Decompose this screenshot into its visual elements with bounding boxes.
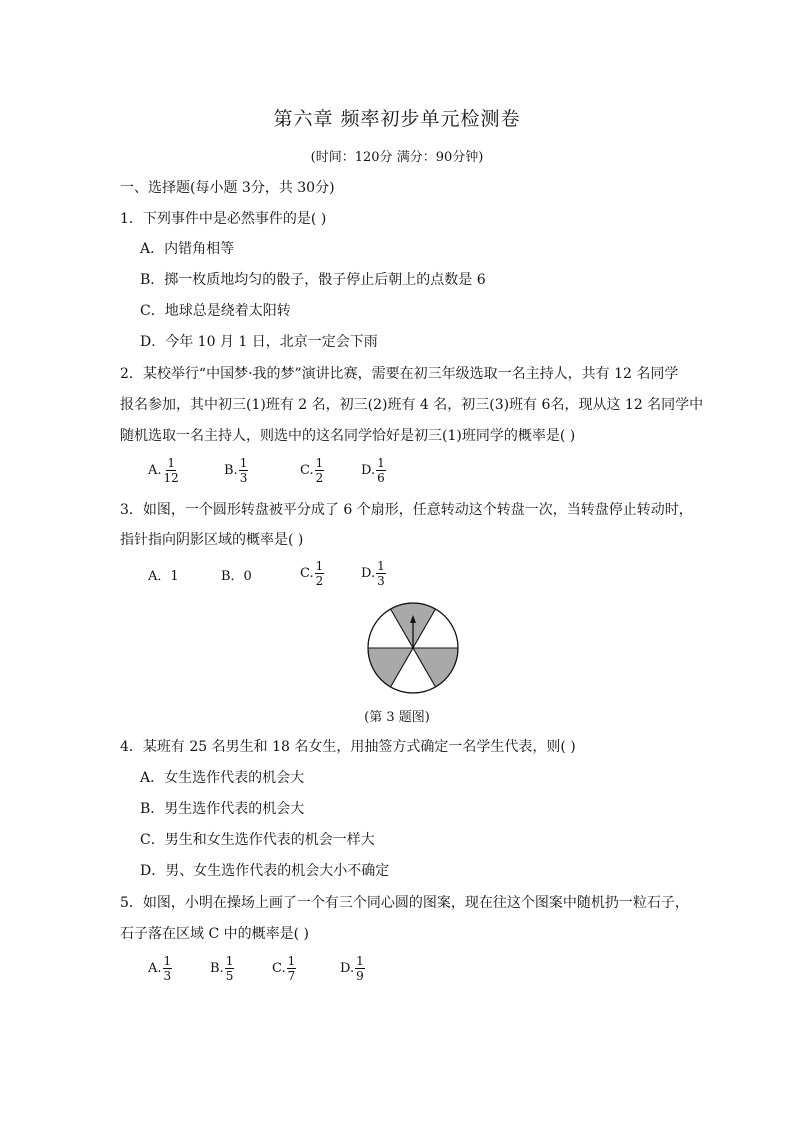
numerator: 1 [167,456,175,470]
question-1-option-a: A．内错角相等 [140,241,235,257]
numerator: 1 [356,954,364,968]
question-4-option-d: D．男、女生选作代表的机会大小不确定 [140,863,390,879]
page-title: 第六章 频率初步单元检测卷 [273,108,521,130]
question-3-line-1: 3．如图，一个圆形转盘被平分成了 6 个扇形，任意转动这个转盘一次，当转盘停止转动时， [120,502,693,518]
numerator: 1 [377,559,385,573]
question-3-option-a: A．1 [148,569,179,584]
numerator: 1 [315,456,324,470]
numerator: 1 [163,954,172,968]
option-label: B. [224,463,238,478]
fraction [315,456,325,485]
question-5-option-d [340,954,365,983]
numerator: 1 [315,559,324,573]
option-label: A. [148,463,162,478]
question-5-option-b [210,954,234,983]
denominator: 5 [225,969,234,983]
option-label: C. [300,463,314,478]
option-label: A. [148,961,162,976]
question-5-line-2: 石子落在区域 C 中的概率是( ) [120,926,309,942]
question-1-option-c: C．地球总是绕着太阳转 [140,303,291,319]
fraction [239,456,249,485]
question-2-line-3: 随机选取一名主持人，则选中的这名同学恰好是初三(1)班同学的概率是( ) [120,428,576,444]
numerator: 1 [377,456,385,470]
fraction [163,954,173,983]
question-4-option-c: C．男生和女生选作代表的机会一样大 [140,832,375,848]
question-1-option-d: D．今年 10 月 1 日，北京一定会下雨 [140,334,378,350]
question-2-line-2: 报名参加，其中初三(1)班有 2 名，初三(2)班有 4 名，初三(3)班有 6名，现从这 12 名同学中 [120,397,704,413]
denominator: 6 [377,471,385,485]
question-3-option-d [361,559,386,588]
numerator: 1 [287,954,296,968]
question-5-line-1: 5．如图，小明在操场上画了一个有三个同心圆的图案，现在往这个图案中随机扔一粒石子， [120,895,689,911]
denominator: 7 [287,969,296,983]
fraction [163,456,180,485]
spinner-diagram [366,601,460,695]
question-2-option-a [148,456,180,485]
section-heading: 一、选择题(每小题 3分，共 30分) [120,180,335,196]
numerator: 1 [225,954,234,968]
question-5-option-a [148,954,172,983]
fraction [287,954,297,983]
question-4-option-a: A．女生选作代表的机会大 [140,770,305,786]
option-label: D. [361,463,376,478]
fraction [376,559,386,588]
question-4-option-b: B．男生选作代表的机会大 [140,801,305,817]
denominator: 9 [356,969,364,983]
question-5-option-c [272,954,296,983]
fraction [355,954,365,983]
denominator: 3 [163,969,172,983]
question-2-option-d [361,456,386,485]
question-3-line-2: 指针指向阴影区域的概率是( ) [120,532,304,548]
question-3-option-b: B．0 [221,569,252,584]
question-1-option-b: B．掷一枚质地均匀的骰子，骰子停止后朝上的点数是 6 [140,272,486,288]
figure-caption: (第 3 题图) [364,710,430,725]
denominator: 3 [239,471,248,485]
denominator: 2 [315,574,324,588]
numerator: 1 [239,456,248,470]
option-label: C. [272,961,286,976]
option-label: D. [340,961,355,976]
question-4-stem: 4．某班有 25 名男生和 18 名女生，用抽签方式确定一名学生代表，则( ) [120,739,576,755]
question-3-option-c [300,559,324,588]
fraction [225,954,235,983]
question-2-line-1: 2．某校举行“中国梦·我的梦”演讲比赛，需要在初三年级选取一名主持人，共有 12 名同学 [120,366,679,382]
exam-info: (时间：120分 满分：90分钟) [310,150,484,165]
question-2-option-b [224,456,248,485]
denominator: 12 [163,471,179,485]
fraction [376,456,386,485]
option-label: D. [361,566,376,581]
option-label: C. [300,566,314,581]
question-2-option-c [300,456,324,485]
denominator: 2 [315,471,324,485]
denominator: 3 [377,574,385,588]
question-1-stem: 1．下列事件中是必然事件的是( ) [120,211,327,227]
option-label: B. [210,961,224,976]
fraction [315,559,325,588]
